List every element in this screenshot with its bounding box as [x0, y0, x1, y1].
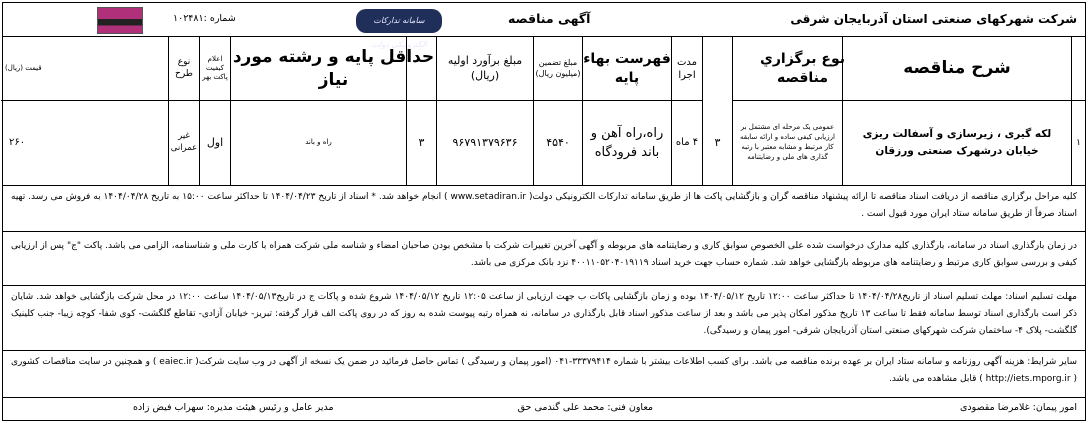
- duration-value: ۴ ماه: [675, 137, 699, 148]
- col-min-rank: [230, 37, 435, 185]
- header-estimate: مبلغ برآورد اولیه (ریال): [437, 37, 533, 101]
- cost-value: ۲۶۰: [9, 137, 26, 148]
- col-type: [168, 37, 199, 185]
- col-tender-type: [732, 37, 845, 185]
- ceo-signature: مدیر عامل و رئیس هیئت مدیره: سهراب فیض زاده: [133, 402, 334, 413]
- tender-notice: [2, 2, 1086, 421]
- paragraph-documents: در زمان بارگذاری اسناد در سامانه، بارگذاری کلیه مدارک درخواست شده علی الخصوص سوابق کاری و رضایتنامه های مربوطه و آگهی آخرین تغییرات شرکت با مشخص بودن صاحبان امضاء و شناسه ملی شرکت همراه با کارت ملی و شناسنامه، الزامی می باشد. پاکت "ج" پس از ارزیابی کیفی و بررسی سوابق کاری مرتبط و رضایتنامه های مربوطه بازگشایی خواهد شد. شماره حساب جهت خرید اسناد ۴۰۰۱۱۰۵۲۰۴۰۱۹۱۱۹ نزد بانک مرکزی می باشد.: [3, 231, 1085, 285]
- min-rank-number: ۳: [418, 136, 425, 150]
- header-guarantee: مبلغ تضمین (میلیون ریال): [534, 37, 582, 101]
- estimate-value: ۹۶۷۹۱۳۷۹۶۳۶: [452, 136, 518, 150]
- col-tender-type-num: [702, 37, 732, 185]
- header-cost: قیمت (ریال): [1, 37, 168, 101]
- notice-number: شماره :۱۰۲۴۸۱: [173, 13, 236, 24]
- reception-value: اول: [206, 136, 224, 150]
- header-description: شرح مناقصه: [843, 37, 1071, 101]
- header-tender-type: نوع برگزاري مناقصه: [733, 37, 872, 101]
- col-index: [1071, 37, 1085, 185]
- signatures-footer: [3, 397, 1085, 420]
- header-duration: مدت اجرا: [672, 37, 702, 101]
- guarantee-value: ۴۵۴۰: [546, 136, 570, 150]
- technical-deputy: معاون فنی: محمد علی گندمی حق: [517, 402, 653, 413]
- header-reception: اعلام کیفیت پاکت بهر: [200, 37, 230, 101]
- setad-logo: سامانه تدارکات الکترونیکی دولت: [356, 9, 442, 33]
- col-estimate: [436, 37, 533, 185]
- tender-description: لکه گیری ، زیرسازی و آسفالت ریزی خیابان درشهرک صنعتی ورزقان: [862, 128, 1052, 157]
- min-rank-value: راه و باند: [305, 138, 332, 147]
- organization-name: شرکت شهرکهای صنعتی استان آذربایجان شرقی: [790, 12, 1077, 26]
- col-description: [842, 37, 1071, 185]
- price-list-value: راه،راه آهن و باند فرودگاه: [590, 125, 664, 160]
- notice-title: آگهی مناقصه: [508, 11, 591, 26]
- tender-table: [3, 37, 1085, 185]
- col-guarantee: [533, 37, 582, 185]
- notice-header: [3, 3, 1085, 49]
- header-type: نوع طرح: [169, 37, 199, 101]
- col-price-list: [582, 37, 671, 185]
- company-logo-icon: [97, 7, 143, 34]
- tender-type-value: عمومی یک مرحله ای مشتمل بر ارزیابی کیفی ساده و ارائه سابقه کار مرتبط و مشابه معتبر با رتبه گذاری های ملی و رضایتنامه: [740, 123, 835, 161]
- paragraph-other-conditions: سایر شرایط: هزینه آگهی روزنامه و سامانه ستاد ایران بر عهده برنده مناقصه می باشد. برای کسب اطلاعات بیشتر با شماره ۳۳۳۷۹۴۱۴-۰۴۱ (امور پیمان و رسیدگی ) تماس حاصل فرمائید در ضمن یک نسخه از آگهی در وب سایت شرکت( eaiec.ir ) و همچنین در سایت مناقصات کشوری ( http://iets.mporg.ir ) قابل مشاهده می باشد.: [3, 350, 1085, 399]
- row-index: ۱: [1076, 137, 1081, 148]
- col-duration: [671, 37, 702, 185]
- paragraph-setad: کلیه مراحل برگزاری مناقصه از دریافت اسناد مناقصه تا ارائه پیشنهاد مناقصه گران و بازگشایی پاکت ها از طریق سامانه تدارکات الکترونیکی دولت( www.setadiran.ir ) انجام خواهد شد. * اسناد از تاریخ ۱۴۰۴/۰۴/۲۳ تا حداکثر ساعت ۱۵:۰۰ به تاریخ ۱۴۰۴/۰۴/۲۸ به فروش می رسد. تهیه اسناد صرفاً از طریق سامانه ستاد ایران مورد قبول است .: [3, 185, 1085, 231]
- paragraph-deadline: مهلت تسلیم اسناد: مهلت تسلیم اسناد از تاریخ۱۴۰۴/۰۴/۲۸ تا حداکثر ساعت ۱۲:۰۰ تاریخ ۱۴۰۴/۰۵/۱۲ بوده و زمان بازگشایی پاکات ب جهت ارزیابی از ساعت ۱۲:۰۵ تاریخ ۱۴۰۴/۰۵/۱۲ شروع شده و پاکات ج در تاریخ۱۴۰۴/۰۵/۱۳ ساعت ۱۲:۰۰ در محل شرکت بازگشایی خواهد شد. شایان ذکر است بارگذاری اسناد توسط سامانه فقط تا ساعت ۱۳ تاریخ مذکور امکان پذیر می باشد و بعد از ساعت مذکور اسناد قابل بارگذاری در سامانه، نه همراه رتبه پیوست شده به روز که در روی پاکت الف قرار گرفته: تبریز- خیابان آزادی- تقاطع گلگشت- کوی شفا- کوچه زیبا- جنب کلینیک گلگشت- پلاک ۴- ساختمان شرکت شهرکهای صنعتی استان آذربایجان شرقی- امور پیمان و رسیدگی).: [3, 285, 1085, 350]
- header-price-list: فهرست بهاء پايه: [583, 37, 671, 101]
- contracts-manager: امور پیمان: غلامرضا مقصودی: [960, 402, 1077, 413]
- tender-type-number: ۳: [714, 136, 721, 150]
- type-value: غیر عمرانی: [170, 131, 198, 153]
- header-min-rank: حداقل پايه و رشته مورد نياز: [231, 37, 436, 101]
- col-reception: [199, 37, 230, 185]
- col-cost: [1, 37, 168, 185]
